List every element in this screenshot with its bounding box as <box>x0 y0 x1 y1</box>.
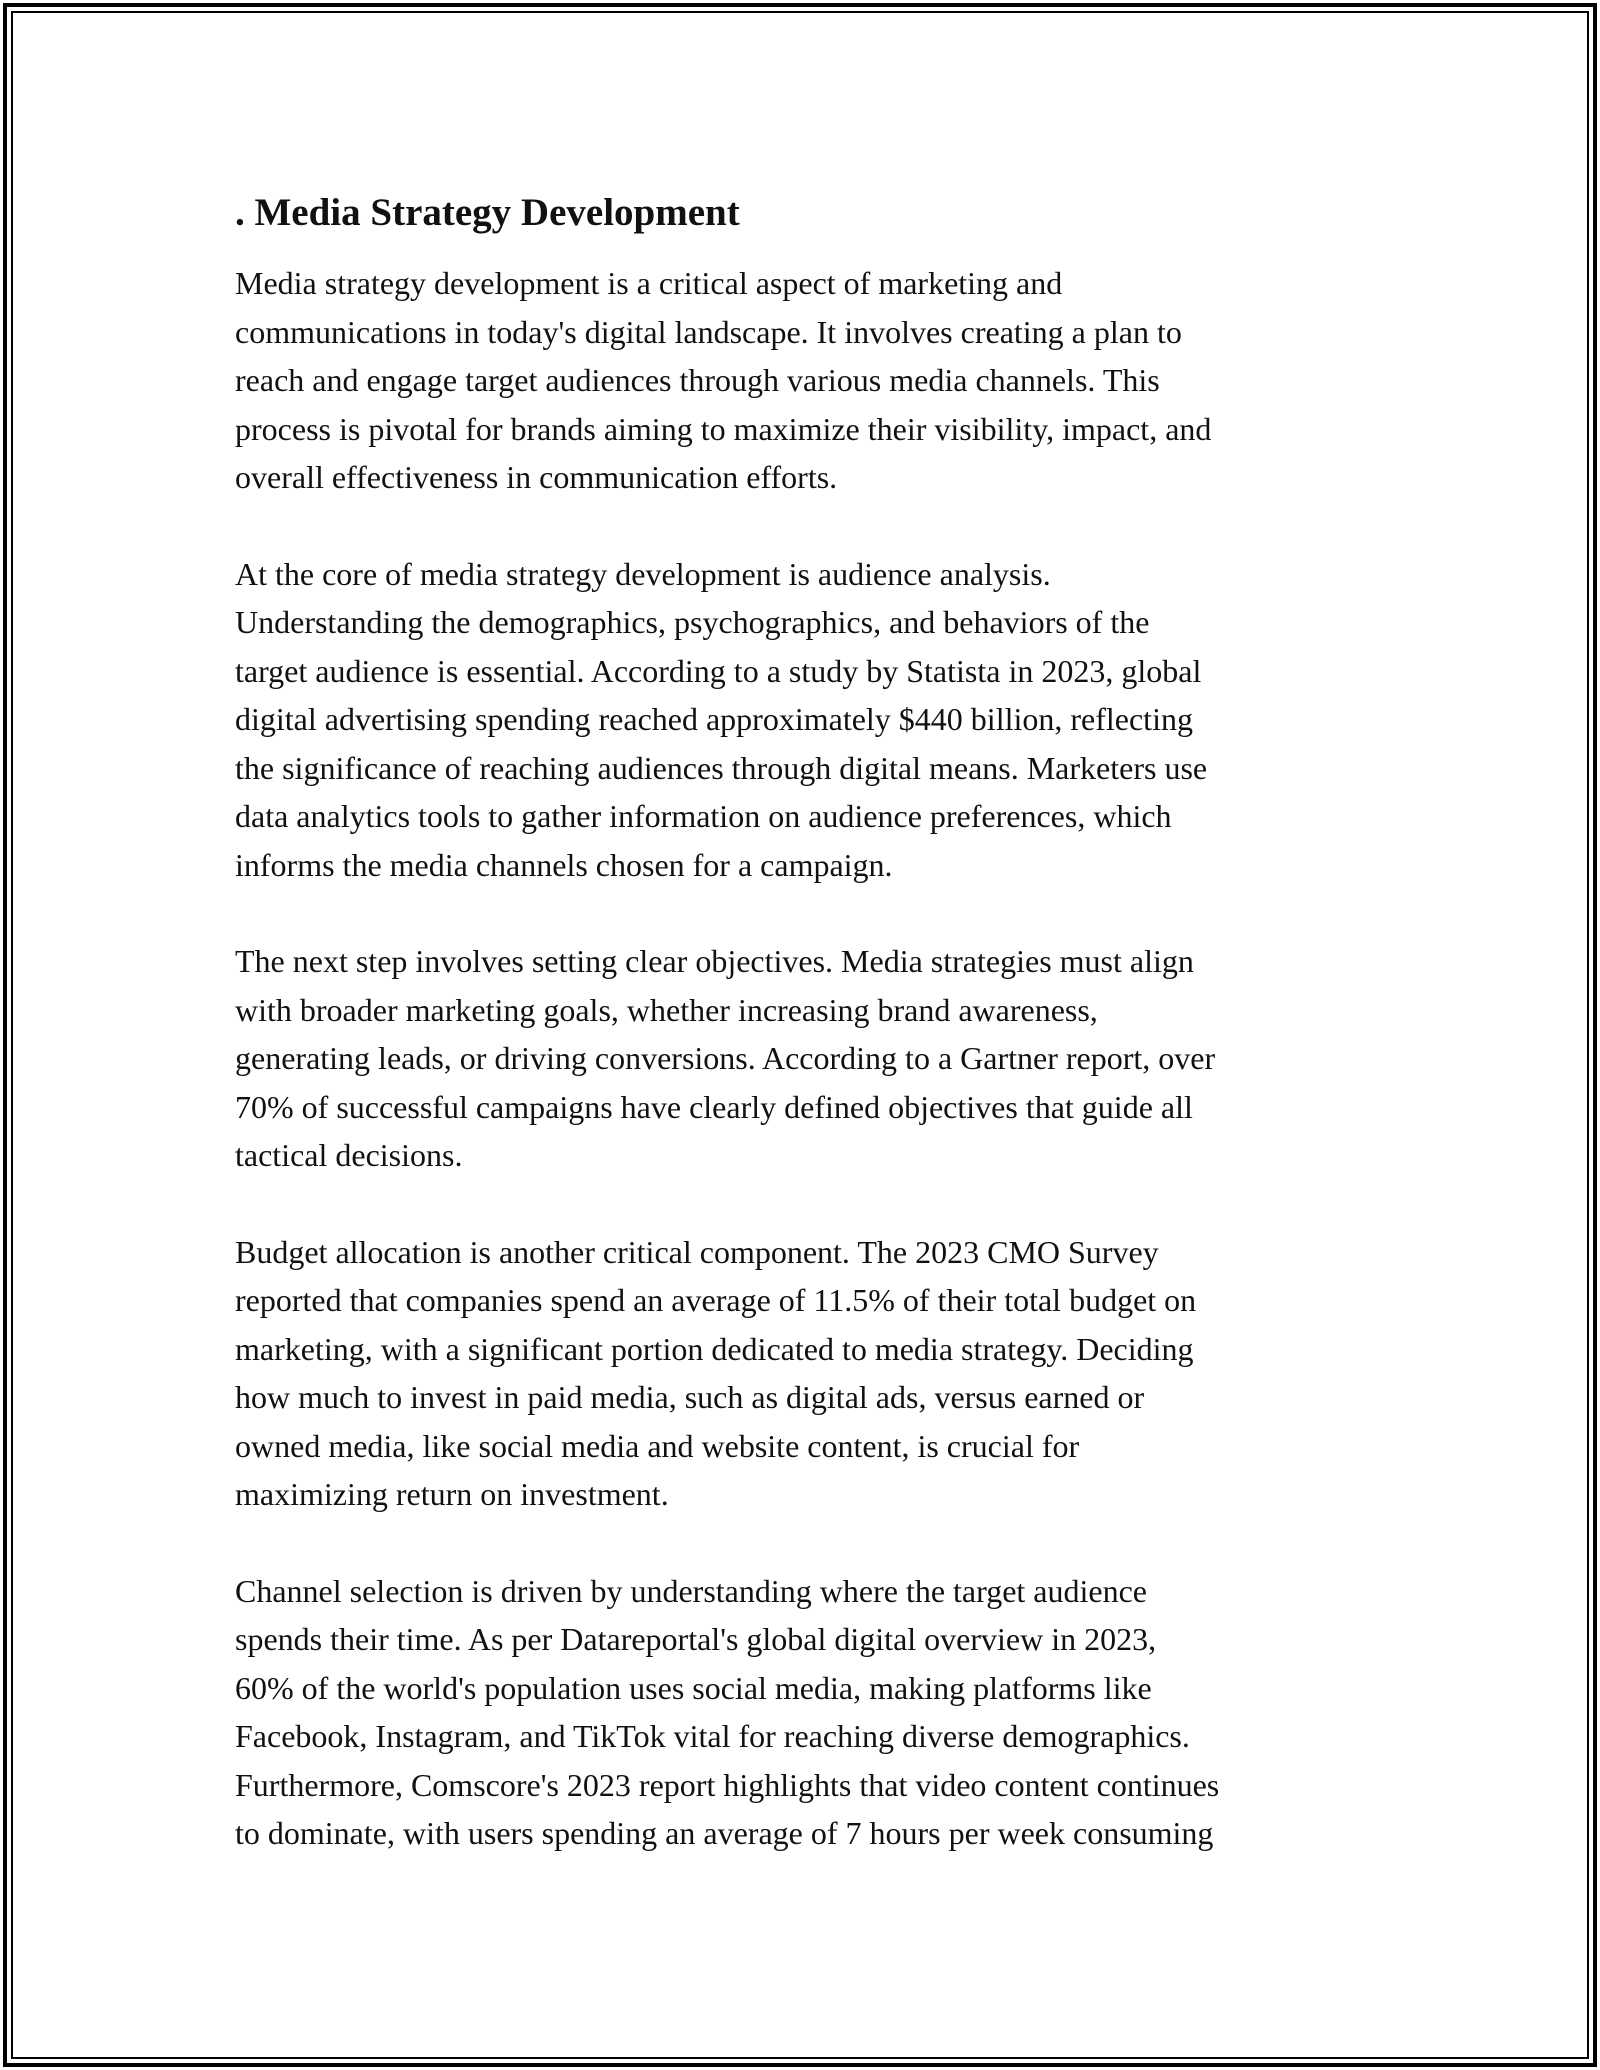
paragraph-budget-allocation <box>235 1228 1415 1519</box>
text-line: At the core of media strategy development is audience analysis. <box>235 555 1051 592</box>
text-line: with broader marketing goals, whether increasing brand awareness, <box>235 991 1098 1028</box>
text-line: informs the media channels chosen for a campaign. <box>235 846 893 883</box>
text-line: reach and engage target audiences through various media channels. This <box>235 362 1160 398</box>
paragraph-channel-selection <box>235 1567 1415 1858</box>
text-line: digital advertising spending reached approximately $440 billion, reflecting <box>235 701 1193 737</box>
text-line: generating leads, or driving conversions. According to a Gartner report, over <box>235 1040 1216 1076</box>
text-line: spends their time. As per Datareportal's global digital overview in 2023, <box>235 1621 1157 1657</box>
paragraph-objectives <box>235 937 1415 1180</box>
paragraph-intro <box>235 259 1415 502</box>
section-heading: . Media Strategy Development <box>235 191 740 234</box>
text-line: Media strategy development is a critical aspect of marketing and <box>235 265 1063 301</box>
document-content <box>235 186 1415 1858</box>
text-line: 60% of the world's population uses social media, making platforms like <box>235 1669 1152 1706</box>
text-line: Understanding the demographics, psychographics, and behaviors of the <box>235 604 1150 640</box>
text-line: marketing, with a significant portion dedicated to media strategy. Deciding <box>235 1330 1194 1367</box>
text-line: The next step involves setting clear objectives. Media strategies must align <box>235 943 1194 979</box>
text-line: owned media, like social media and website content, is crucial for <box>235 1427 1080 1464</box>
text-line: tactical decisions. <box>235 1137 463 1173</box>
paragraph-audience-analysis <box>235 550 1415 890</box>
text-line: how much to invest in paid media, such as digital ads, versus earned or <box>235 1379 1145 1415</box>
text-line: Channel selection is driven by understanding where the target audience <box>235 1572 1147 1609</box>
text-line: maximizing return on investment. <box>235 1476 669 1512</box>
text-line: Budget allocation is another critical component. The 2023 CMO Survey <box>235 1233 1159 1270</box>
text-line: to dominate, with users spending an average of 7 hours per week consuming <box>235 1815 1214 1851</box>
text-line: data analytics tools to gather information on audience preferences, which <box>235 798 1172 834</box>
text-line: target audience is essential. According to a study by Statista in 2023, global <box>235 652 1202 689</box>
text-line: Furthermore, Comscore's 2023 report highlights that video content continues <box>235 1766 1220 1803</box>
text-line: Facebook, Instagram, and TikTok vital for reaching diverse demographics. <box>235 1718 1190 1754</box>
text-line: the significance of reaching audiences through digital means. Marketers use <box>235 749 1208 786</box>
text-line: process is pivotal for brands aiming to maximize their visibility, impact, and <box>235 410 1212 447</box>
text-line: reported that companies spend an average of 11.5% of their total budget on <box>235 1282 1197 1318</box>
text-line: communications in today's digital landscape. It involves creating a plan to <box>235 313 1182 350</box>
text-line: overall effectiveness in communication efforts. <box>235 459 838 495</box>
text-line: 70% of successful campaigns have clearly defined objectives that guide all <box>235 1088 1193 1125</box>
